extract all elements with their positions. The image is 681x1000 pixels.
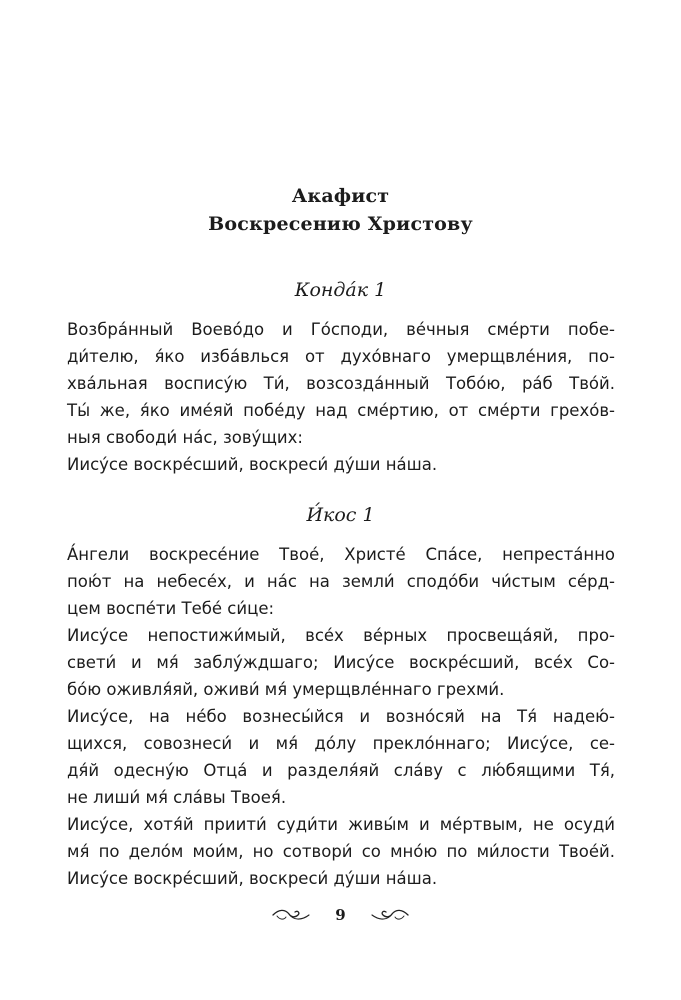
kontakion-heading: Конда́к 1 <box>294 279 387 301</box>
kontakion-line: ныя свободи́ на́с, зову́щих: <box>67 428 303 447</box>
ikos-line: щихся, совознеси́ и мя́ до́лу прекло́ннаго; Иису́се, се- <box>67 734 615 753</box>
akathist-title-line-1: Акафист <box>291 185 390 207</box>
ikos-text <box>67 541 615 892</box>
flourish-right-icon <box>370 907 410 923</box>
ikos-line: Иису́се, хотя́й приити́ суди́ти живы́м и ме́ртвым, не осуди́ <box>67 815 615 834</box>
ikos-line: бо́ю оживля́яй, оживи́ мя́ умерщвле́ннаго грехми́. <box>67 680 505 699</box>
ikos-line: мя́ по дело́м мои́м, но сотвори́ со мно́ю по ми́лости Твое́й. <box>67 842 615 861</box>
kontakion-line: хва́льная воспису́ю Ти́, возсозда́нный Тобо́ю, ра́б Тво́й. <box>67 374 615 393</box>
ikos-line: Иису́се воскре́сший, воскреси́ ду́ши на́ша. <box>67 869 438 888</box>
ikos-line: дя́й одесну́ю Отца́ и разделя́яй сла́ву с лю́бящими Тя́, <box>67 761 615 780</box>
ikos-line: Иису́се непостижи́мый, все́х ве́рных просвеща́яй, про- <box>67 626 615 645</box>
akathist-title-line-2: Воскресению Христову <box>208 213 473 235</box>
ikos-line: Иису́се, на не́бо вознесы́йся и возно́сяй на Тя́ надею́- <box>67 707 615 726</box>
ikos-line: А́нгели воскресе́ние Твое́, Христе́ Спа́се, непреста́нно <box>67 545 615 564</box>
flourish-left-icon <box>271 907 311 923</box>
page-footer <box>0 900 681 930</box>
kontakion-line: ди́телю, я́ко изба́влься от духо́внаго умерщвле́ния, по- <box>67 347 615 366</box>
ikos-line: цем воспе́ти Тебе́ си́це: <box>67 599 275 618</box>
ikos-line: свети́ и мя́ заблу́ждшаго; Иису́се воскре́сший, все́х Со- <box>67 653 615 672</box>
kontakion-line: Иису́се воскре́сший, воскреси́ ду́ши на́ша. <box>67 455 438 474</box>
ikos-line: пою́т на небесе́х, и на́с на земли́ сподо́би чи́стым се́рд- <box>67 572 615 591</box>
kontakion-text <box>67 316 615 478</box>
kontakion-line: Возбра́нный Воево́до и Го́споди, ве́чныя сме́рти побе- <box>67 320 615 339</box>
ikos-heading: И́кос 1 <box>306 504 375 526</box>
kontakion-line: Ты́ же, я́ко име́яй побе́ду над сме́ртию, от сме́рти грехо́в- <box>67 401 615 420</box>
page-number: 9 <box>335 906 346 924</box>
ikos-line: не лиши́ мя́ сла́вы Твоея́. <box>67 788 287 807</box>
